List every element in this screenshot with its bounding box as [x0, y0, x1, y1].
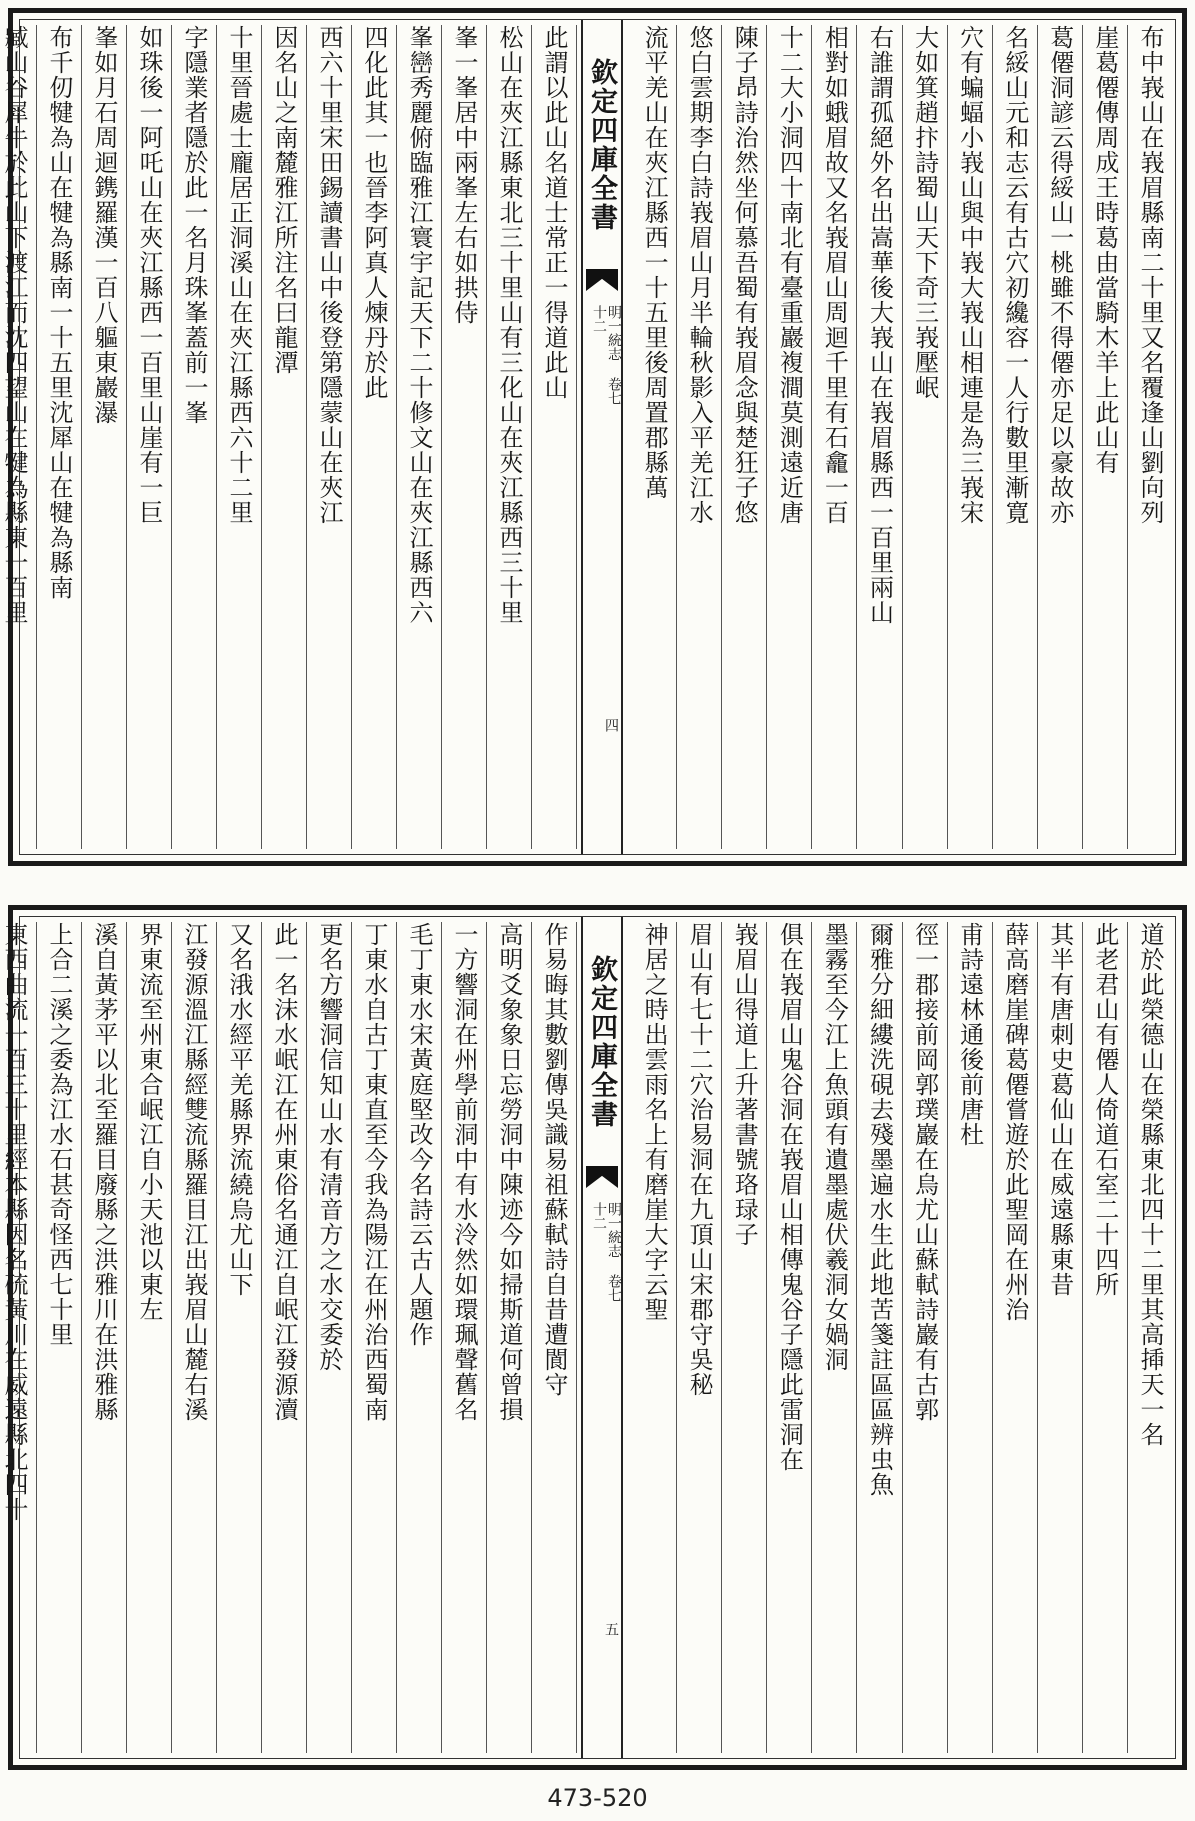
column-text: 江發源溫江縣經雙流縣羅目江出峩眉山麓右溪 — [180, 922, 208, 1422]
column-text: 一方響洞在州學前洞中有水泠然如環珮聲舊名 — [450, 922, 478, 1422]
text-column — [82, 922, 127, 1753]
text-column — [1128, 922, 1172, 1753]
column-text: 高明爻象象日忘勞洞中陳迹今如掃斯道何曾損 — [495, 922, 523, 1422]
column-text: 大如箕趙抃詩蜀山天下奇三峩壓岷 — [910, 25, 939, 400]
text-column — [1038, 922, 1083, 1753]
fold-column — [581, 19, 623, 855]
text-column — [857, 922, 902, 1753]
column-text: 徑一郡接前岡郭璞巖在烏尤山蘇軾詩巖有古郭 — [910, 922, 939, 1422]
bottom-page-right-half — [632, 922, 1172, 1753]
top-page — [0, 8, 1187, 866]
column-text: 名綏山元和志云有古穴初纔容一人行數里漸寛 — [1000, 25, 1029, 525]
text-column — [812, 922, 857, 1753]
book-title: 欽定四庫全書 — [586, 955, 617, 1129]
text-column — [217, 25, 262, 849]
volume-number: 卷七十二 — [591, 1202, 622, 1302]
column-text: 峯巒秀麗俯臨雅江寰宇記天下二十修文山在夾江縣西六 — [405, 25, 433, 625]
work-title: 明一統志 — [606, 305, 622, 361]
text-column — [487, 25, 532, 849]
text-column — [948, 25, 993, 849]
column-text: 布千仞犍為山在犍為縣南一十五里沈犀山在犍為縣南 — [45, 25, 73, 600]
column-text: 墨霧至今江上魚頭有遺墨處伏羲洞女媧洞 — [820, 922, 849, 1372]
text-column — [767, 922, 812, 1753]
text-column — [767, 25, 812, 849]
text-column — [722, 25, 767, 849]
text-column — [632, 922, 677, 1753]
column-text: 此老君山有僊人倚道石室二十四所 — [1090, 922, 1119, 1297]
text-column — [217, 922, 262, 1753]
section-subtitle — [583, 305, 621, 405]
text-column — [948, 922, 993, 1753]
page-reference: 473-520 — [547, 1784, 648, 1812]
column-text: 布中峩山在峩眉縣南二十里又名覆逢山劉向列 — [1135, 25, 1164, 525]
text-column — [0, 922, 37, 1753]
leaf-number: 五 — [603, 1622, 619, 1636]
column-text: 崖葛僊傳周成王時葛由當騎木羊上此山有 — [1090, 25, 1119, 475]
column-text: 俱在峩眉山鬼谷洞在峩眉山相傳鬼谷子隱此雷洞在 — [775, 922, 804, 1472]
text-column — [37, 922, 82, 1753]
fishtail-mark — [586, 1166, 618, 1188]
column-text: 相對如蛾眉故又名峩眉山周迴千里有石龕一百 — [820, 25, 849, 525]
book-title: 欽定四庫全書 — [586, 58, 617, 232]
bottom-page-left-half — [0, 922, 577, 1753]
column-text: 十二大小洞四十南北有臺重巖複澗莫測遠近唐 — [775, 25, 804, 525]
column-text: 眉山有七十二穴治易洞在九頂山宋郡守吳秘 — [685, 922, 714, 1397]
text-column — [262, 25, 307, 849]
text-column — [722, 922, 767, 1753]
column-text: 上合二溪之委為江水石甚奇怪西七十里 — [45, 922, 73, 1347]
text-column — [82, 25, 127, 849]
section-subtitle — [583, 1202, 621, 1302]
text-column — [677, 922, 722, 1753]
text-column — [1083, 25, 1128, 849]
text-column — [632, 25, 677, 849]
text-column — [172, 25, 217, 849]
column-text: 十里晉處士龐居正洞溪山在夾江縣西六十二里 — [225, 25, 253, 525]
text-column — [442, 922, 487, 1753]
column-text: 松山在夾江縣東北三十里山有三化山在夾江縣西三十里 — [495, 25, 523, 625]
text-column — [307, 922, 352, 1753]
column-text: 臧山谷犀牛於此山下渡江而沈四望山在犍為縣東一百里 — [0, 25, 28, 625]
text-column — [487, 922, 532, 1753]
text-column — [1083, 922, 1128, 1753]
column-text: 界東流至州東合岷江自小天池以東左 — [135, 922, 163, 1322]
fold-column — [581, 916, 623, 1759]
text-column — [903, 922, 948, 1753]
column-text: 毛丁東水宋黃庭堅改今名詩云古人題作 — [405, 922, 433, 1347]
column-text: 峯如月石周迴鎸羅漢一百八軀東巖瀑 — [90, 25, 118, 425]
text-column — [127, 25, 172, 849]
text-column — [397, 25, 442, 849]
volume-number: 卷七十二 — [591, 305, 622, 405]
column-text: 悠白雲期李白詩峩眉山月半輪秋影入平羌江水 — [685, 25, 714, 525]
text-column — [442, 25, 487, 849]
text-column — [812, 25, 857, 849]
column-text: 溪自黃茅平以北至羅目廢縣之洪雅川在洪雅縣 — [90, 922, 118, 1422]
column-text: 道於此榮德山在榮縣東北四十二里其高揷天一名 — [1135, 922, 1164, 1447]
column-text: 此謂以此山名道士常正一得道此山 — [540, 25, 568, 400]
column-text: 丁東水自古丁東直至今我為陽江在州治西蜀南 — [360, 922, 388, 1422]
column-text: 右誰謂孤絕外名出嵩華後大峩山在峩眉縣西一百里兩山 — [865, 25, 894, 625]
column-text: 陳子昂詩治然坐何慕吾蜀有峩眉念與楚狂子悠 — [730, 25, 759, 525]
column-text: 如珠後一阿吒山在夾江縣西一百里山崖有一巨 — [135, 25, 163, 525]
column-text: 峯一峯居中兩峯左右如拱侍 — [450, 25, 478, 325]
column-text: 甫詩遠林通後前唐杜 — [955, 922, 984, 1147]
text-column — [993, 25, 1038, 849]
leaf-number: 四 — [603, 718, 619, 732]
text-column — [1038, 25, 1083, 849]
column-text: 峩眉山得道上升著書號珞琭子 — [730, 922, 759, 1247]
text-column — [127, 922, 172, 1753]
text-column — [37, 25, 82, 849]
text-column — [352, 922, 397, 1753]
text-column — [532, 922, 577, 1753]
text-column — [262, 922, 307, 1753]
text-column — [1128, 25, 1172, 849]
column-text: 此一名沫水岷江在州東俗名通江自岷江發源瀆 — [270, 922, 298, 1422]
text-column — [532, 25, 577, 849]
column-text: 西六十里宋田錫讀書山中後登第隱蒙山在夾江 — [315, 25, 343, 525]
text-column — [903, 25, 948, 849]
column-text: 因名山之南麓雅江所注名曰龍潭 — [270, 25, 298, 375]
text-column — [172, 922, 217, 1753]
column-text: 爾雅分細縷洗硯去殘墨遍水生此地苦箋註區區辨虫魚 — [865, 922, 894, 1497]
column-text: 葛僊洞諺云得綏山一桃雖不得僊亦足以豪故亦 — [1045, 25, 1074, 525]
text-column — [677, 25, 722, 849]
column-text: 其半有唐刺史葛仙山在威遠縣東昔 — [1045, 922, 1074, 1297]
top-page-right-half — [632, 25, 1172, 849]
column-text: 穴有蝙蝠小峩山與中峩大峩山相連是為三峩宋 — [955, 25, 984, 525]
column-text: 又名涐水經平羌縣界流繞烏尤山下 — [225, 922, 253, 1297]
column-text: 四化此其一也晉李阿真人煉丹於此 — [360, 25, 388, 400]
top-page-left-half — [0, 25, 577, 849]
work-title: 明一統志 — [606, 1202, 622, 1258]
text-column — [397, 922, 442, 1753]
text-column — [993, 922, 1038, 1753]
column-text: 字隱業者隱於此一名月珠峯蓋前一峯 — [180, 25, 208, 425]
column-text: 流平羌山在夾江縣西一十五里後周置郡縣萬 — [640, 25, 669, 500]
text-column — [352, 25, 397, 849]
column-text: 神居之時出雲雨名上有磨崖大字云聖 — [640, 922, 669, 1322]
column-text: 薛高磨崖碑葛僊嘗遊於此聖岡在州治 — [1000, 922, 1029, 1322]
column-text: 東西曲流一百三十里經本縣因名硫黃川在威遠縣北四十 — [0, 922, 28, 1522]
text-column — [857, 25, 902, 849]
text-column — [0, 25, 37, 849]
text-column — [307, 25, 352, 849]
column-text: 更名方響洞信知山水有清音方之水交委於 — [315, 922, 343, 1372]
fishtail-mark — [586, 269, 618, 291]
column-text: 作易晦其數劉傳吳識易祖蘇軾詩自昔遭閬守 — [540, 922, 568, 1397]
bottom-page — [0, 905, 1187, 1770]
